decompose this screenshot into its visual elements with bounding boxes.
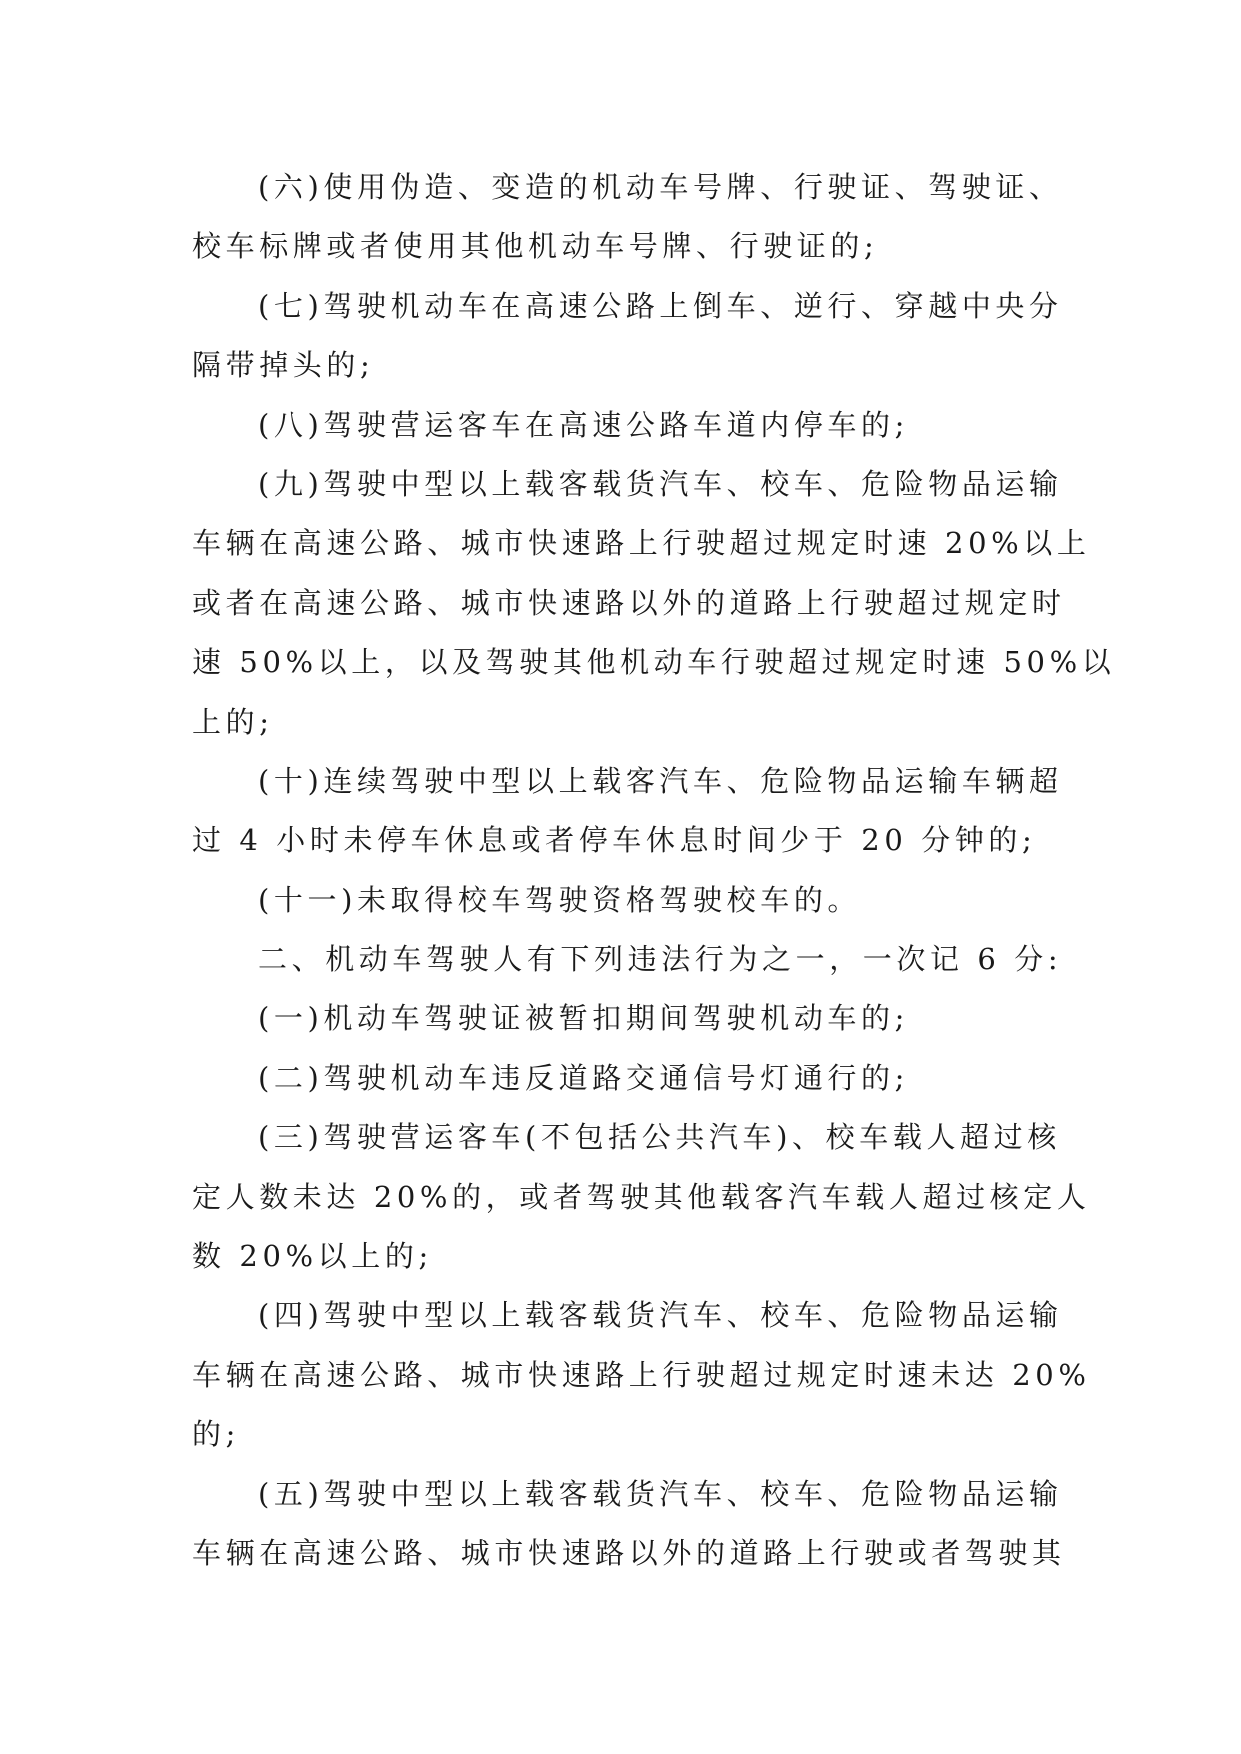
text-line: (十一)未取得校车驾驶资格驾驶校车的。 (258, 882, 862, 917)
text-line: 定人数未达 20%的，或者驾驶其他载客汽车载人超过核定人 (192, 1179, 1091, 1214)
text-line: 或者在高速公路、城市快速路以外的道路上行驶超过规定时 (192, 585, 1066, 620)
text-line: 速 50%以上，以及驾驶其他机动车行驶超过规定时速 50%以 (192, 645, 1116, 680)
text-line: (十)连续驾驶中型以上载客汽车、危险物品运输车辆超 (258, 763, 1063, 798)
text-line: (七)驾驶机动车在高速公路上倒车、逆行、穿越中央分 (258, 288, 1063, 323)
text-line: (九)驾驶中型以上载客载货汽车、校车、危险物品运输 (258, 466, 1063, 501)
text-line: 车辆在高速公路、城市快速路上行驶超过规定时速未达 20% (192, 1357, 1091, 1392)
text-line: 校车标牌或者使用其他机动车号牌、行驶证的; (192, 229, 879, 264)
text-line: 二、机动车驾驶人有下列违法行为之一，一次记 6 分: (258, 942, 1063, 977)
text-line: 上的; (192, 704, 274, 739)
text-line: (一)机动车驾驶证被暂扣期间驾驶机动车的; (258, 1001, 909, 1036)
text-line: (六)使用伪造、变造的机动车号牌、行驶证、驾驶证、 (258, 170, 1063, 204)
text-line: (四)驾驶中型以上载客载货汽车、校车、危险物品运输 (258, 1298, 1063, 1333)
text-line: (五)驾驶中型以上载客载货汽车、校车、危险物品运输 (258, 1476, 1063, 1511)
text-line: 车辆在高速公路、城市快速路以外的道路上行驶或者驾驶其 (192, 1535, 1066, 1570)
text-line: 车辆在高速公路、城市快速路上行驶超过规定时速 20%以上 (192, 526, 1091, 561)
document-body (192, 158, 1116, 1583)
text-line: 数 20%以上的; (192, 1239, 433, 1274)
text-line: (三)驾驶营运客车(不包括公共汽车)、校车载人超过核 (258, 1120, 1061, 1155)
text-line: (八)驾驶营运客车在高速公路车道内停车的; (258, 407, 909, 442)
text-line: (二)驾驶机动车违反道路交通信号灯通行的; (258, 1060, 909, 1095)
text-line: 的; (192, 1417, 240, 1452)
text-line: 隔带掉头的; (192, 348, 375, 383)
text-line: 过 4 小时未停车休息或者停车休息时间少于 20 分钟的; (192, 823, 1037, 858)
